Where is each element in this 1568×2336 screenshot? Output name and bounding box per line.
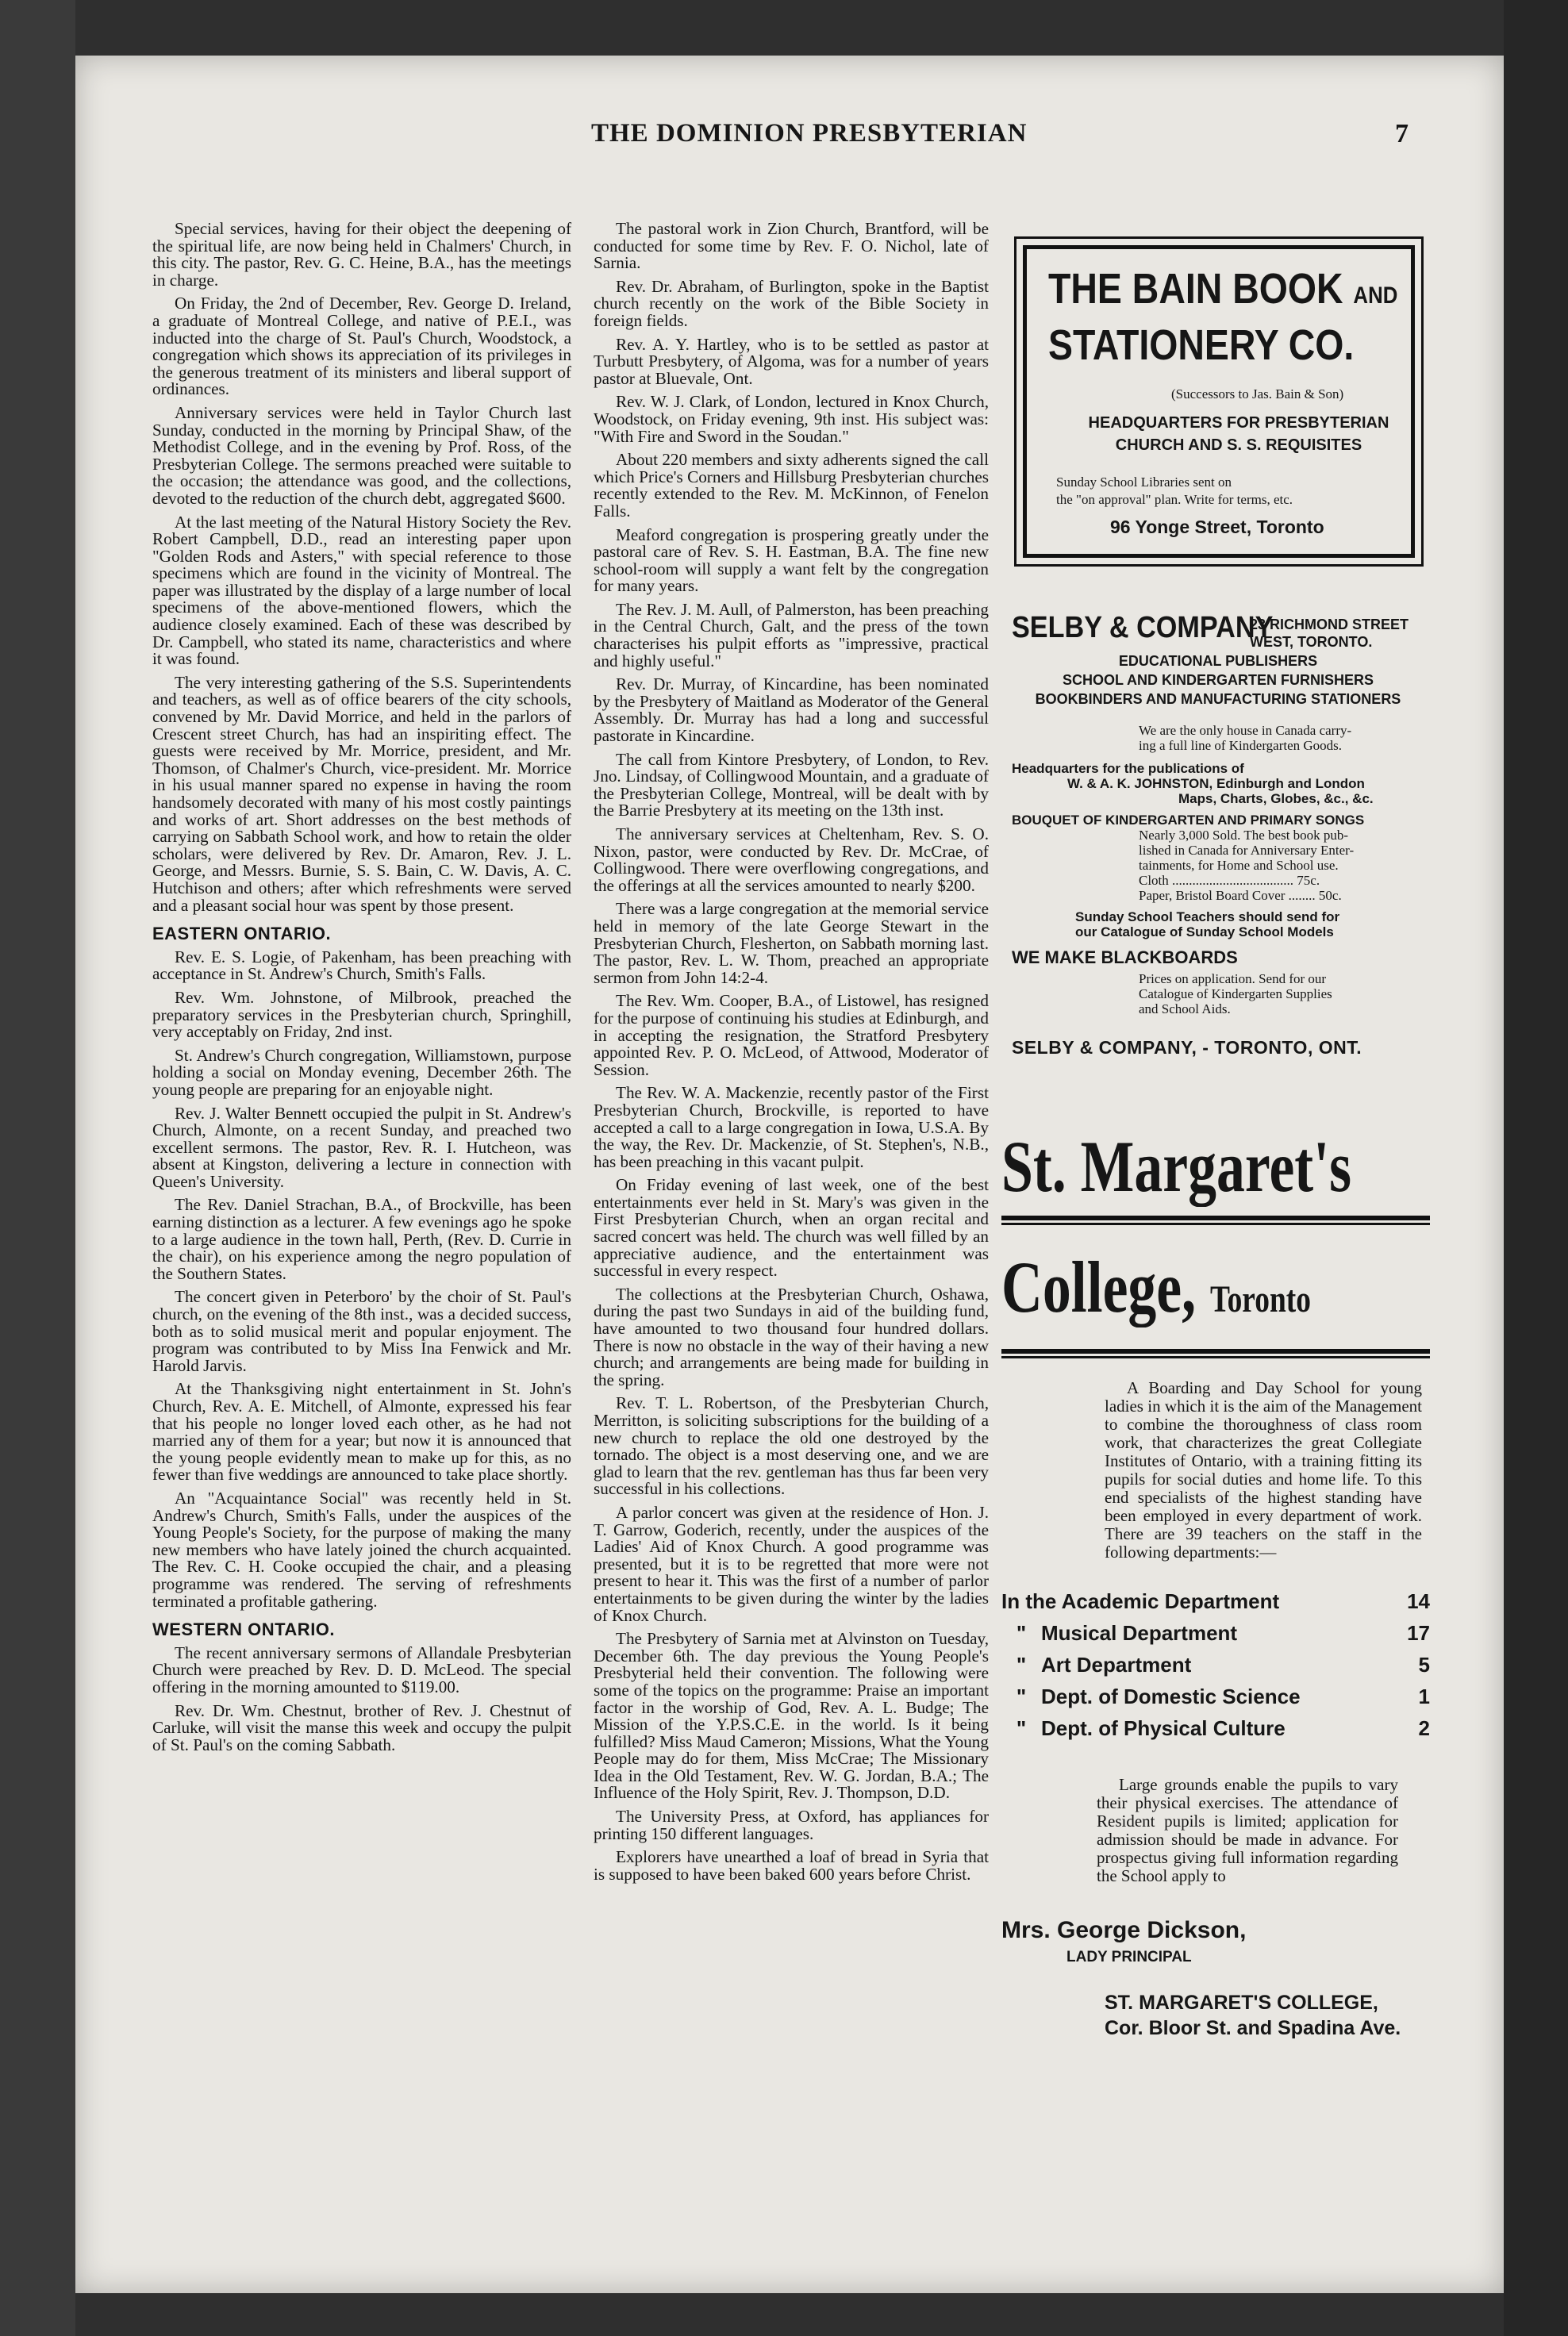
departments-list [1001,1585,1430,1744]
selby-addr-line: WEST, TORONTO. [1250,634,1373,650]
selby-text: and School Aids. [1139,1001,1231,1016]
paragraph: At the last meeting of the Natural History Society the Rev. Robert Campbell, D.D., read an interesting paper upon "Golden Rods and Asters," with special reference to those specimens which are found in the vicinity of Montreal. The paper was illustrated by the display of a large number of local specimens of the above-mentioned flowers, which the audience closely examined. Each of these was described by Dr. Campbell, who stated its name, characteristics and where it was found. [152,512,571,669]
selby-addr-line: 23 RICHMOND STREET [1250,617,1409,632]
paragraph: Rev. Wm. Johnstone, of Milbrook, preached the preparatory services in the Presbyterian church, Springhill, very acceptably on Friday, 2nd inst. [152,987,571,1042]
selby-services [1012,651,1424,709]
stm-grounds-text: Large grounds enable the pupils to vary their physical exercises. The attendance of Resident pupils is limited; application for admission should be made in advance. For prospectus giving full information regarding the School apply to [1097,1775,1398,1885]
department-row [1001,1681,1430,1712]
department-row [1001,1712,1430,1744]
paragraph: The collections at the Presbyterian Church, Oshawa, during the past two Sundays in aid of the building fund, have amounted to two thousand four hundred dollars. There is now no obstacle in the way of their having a new church; and arrangements are being made for building in the spring. [594,1284,989,1389]
paragraph: There was a large congregation at the memorial service held in memory of the late George Stewart in the Presbyterian Church, Flesherton, on Sabbath morning last. The pastor, Rev. L. W. Thom, preached an appropriate sermon from John 14:2-4. [594,899,989,987]
divider [1001,1356,1430,1358]
paragraph: The call from Kintore Presbytery, of London, to Rev. Jno. Lindsay, of Collingwood Mountain, and a graduate of the Presbyterian College, Montreal, will be dealt with by the Barrie Presbytery at its meeting on the 13th inst. [594,749,989,820]
divider [1001,1216,1430,1220]
selby-text: lished in Canada for Anniversary Enter- [1139,843,1355,858]
paragraph: On Friday evening of last week, one of the best entertainments ever held in St. Mary's was given in the First Presbyterian Church, when an organ recital and sacred concert was held. The church was well filled by an appreciative audience, and the entertainment was successful in every respect. [594,1175,989,1281]
paragraph: Rev. T. L. Robertson, of the Presbyterian Church, Merritton, is soliciting subscriptions for the building of a new church to replace the old one destroyed by the tornado. The object is a most deserving one, and we are glad to learn that the rev. gentleman has thus far been very successful in his collections. [594,1393,989,1499]
department-count: 14 [1407,1589,1430,1613]
selby-text: Catalogue of Kindergarten Supplies [1139,986,1332,1001]
paragraph: The Rev. J. M. Aull, of Palmerston, has been preaching in the Central Church, Galt, and the press of the town characterises his pulpit efforts as "impressive, practical and highly useful." [594,599,989,670]
paragraph: The Rev. Wm. Cooper, B.A., of Listowel, has resigned for the purpose of continuing his studies at Edinburgh, and in accepting the resignation, the Stratford Presbytery appointed Rev. P. O. McLeod, of Attwood, Moderator of Session. [594,991,989,1079]
selby-text: ing a full line of Kindergarten Goods. [1139,738,1343,753]
selby-text: Headquarters for the publications of [1012,761,1244,776]
stm-title: St. Margaret's [1001,1126,1352,1207]
ditto-mark: " [1016,1653,1027,1677]
paragraph: The anniversary services at Cheltenham, Rev. S. O. Nixon, pastor, were conducted by Rev. Dr. McCrae, of Collingwood. There were overflowing congregations, and the offerings at all the services amounted to nearly $200. [594,824,989,895]
principal-title: LADY PRINCIPAL [1066,1949,1192,1965]
selby-name: SELBY & COMPANY [1012,611,1274,644]
bain-title-and: AND [1353,282,1398,309]
scan-left-edge [0,0,75,2336]
department-row [1001,1649,1430,1681]
selby-text: Prices on application. Send for our [1139,971,1327,986]
paragraph: Special services, having for their object the deepening of the spiritual life, are now being held in Chalmers' Church, in this city. The pastor, Rev. G. C. Heine, B.A., has the meetings in charge. [152,219,571,290]
stm-description: A Boarding and Day School for young ladies in which it is the aim of the Management to combine the thoroughness of class room work, that characterizes the great Collegiate Institutes of Ontario, with a training fitting its pupils for social duties and home life. To this end specialists of the highest standing have been employed in every department of work. There are 39 teachers on the staff in the following departments:— [1105,1378,1422,1562]
selby-service-line: EDUCATIONAL PUBLISHERS [1118,653,1318,669]
bain-book-ad [1014,236,1424,567]
paragraph: The Rev. W. A. Mackenzie, recently pastor of the First Presbyterian Church, Brockville, is reported to have accepted a call to a large congregation in Iowa, U.S.A. By the way, the Rev. Dr. Mackenzie, of St. Stephen's, N.B., has been preaching in this vacant pulpit. [594,1083,989,1171]
paragraph: St. Andrew's Church congregation, Williamstown, purpose holding a social on Monday evening, December 26th. The young people are preparing for an enjoyable night. [152,1045,571,1099]
selby-price: Cloth .................................... 75c. [1139,873,1320,888]
department-row [1001,1617,1430,1649]
bain-successors: (Successors to Jas. Bain & Son) [1171,386,1344,402]
bain-lib-line: the "on approval" plan. Write for terms, etc. [1056,492,1293,507]
selby-prices [1012,971,1424,1016]
paragraph: The University Press, at Oxford, has appliances for printing 150 different languages. [594,1807,989,1843]
department-label: Art Department [1041,1653,1192,1677]
selby-text: Sunday School Teachers should send for [1075,909,1340,924]
paragraph: The Rev. Daniel Strachan, B.A., of Brockville, has been earning distinction as a lecturer. A few evenings ago he spoke to a large audience in the town hall, Perth, (Rev. D. Currie in the chair), on his experience among the negro population of the Southern States. [152,1195,571,1283]
college-address: Cor. Bloor St. and Spadina Ave. [1105,2017,1401,2039]
paragraph: A parlor concert was given at the residence of Hon. J. T. Garrow, Goderich, recently, under the auspices of the Ladies' Aid of Knox Church. A good programme was presented, but it is to be regretted that more were not present to hear it. This was the first of a number of parlor entertainments to be given during the winter by the ladies of Knox Church. [594,1502,989,1625]
selby-text: BOUQUET OF KINDERGARTEN AND PRIMARY SONGS [1012,813,1365,828]
department-count: 5 [1418,1653,1430,1677]
masthead: THE DOMINION PRESBYTERIAN [591,119,1028,148]
paragraph: Rev. J. Walter Bennett occupied the pulpit in St. Andrew's Church, Almonte, on a recent Sunday, and preached two excellent sermons. The pastor, Rev. R. I. Hutcheon, was absent at Kingston, delivering a lecture in connection with Queen's University. [152,1103,571,1191]
paragraph: The pastoral work in Zion Church, Brantford, will be conducted for some time by Rev. F. O. Nichol, late of Sarnia. [594,219,989,273]
paragraph: Rev. Dr. Murray, of Kincardine, has been nominated by the Presbytery of Maitland as Moderator of the General Assembly. Dr. Murray has had a long and successful pastorate in Kincardine. [594,674,989,746]
ditto-mark: " [1016,1621,1027,1645]
paragraph: At the Thanksgiving night entertainment in St. John's Church, Rev. A. E. Mitchell, of Almonte, expressed his fear that his people no longer loved each other, as he had not married any of them for a year; but now it is announced that the young people evidently mean to make up for this, as no fewer than five weddings are announced to take place shortly. [152,1379,571,1485]
ditto-mark: " [1016,1685,1027,1708]
selby-ad [1012,611,1424,1058]
stm-college-word: College, [1001,1247,1197,1327]
selby-text: W. & A. K. JOHNSTON, Edinburgh and London [1067,776,1365,791]
stm-title-college [1001,1247,1311,1339]
stm-toronto: Toronto [1210,1278,1311,1320]
ditto-mark: " [1016,1716,1027,1740]
paragraph: On Friday, the 2nd of December, Rev. George D. Ireland, a graduate of Montreal College, and native of P.E.I., was inducted into the charge of St. Paul's Church, Woodstock, a congregation which shows its appreciation of its privileges in the generous treatment of its ministers and liberal support of ordinances. [152,294,571,399]
section-heading-eastern: EASTERN ONTARIO. [152,924,332,944]
college-address-block [1105,1990,1430,2041]
selby-text: Maps, Charts, Globes, &c., &c. [1178,791,1374,806]
department-label: Dept. of Domestic Science [1041,1685,1301,1708]
paragraph: Explorers have unearthed a loaf of bread in Syria that is supposed to have been baked 600 years before Christ. [594,1847,989,1884]
paragraph: Meaford congregation is prospering greatly under the pastoral care of Rev. S. H. Eastman, B.A. The fine new school-room will supply a want felt by the congregation for many years. [594,524,989,596]
page-number: 7 [1395,119,1409,148]
paragraph: The very interesting gathering of the S.S. Superintendents and teachers, as well as of office bearers of the city schools, convened by Mr. David Morrice, and held in the parlors of Crescent street Church, has had an inspiriting effect. The guests were received by Mr. Morrice, president, and Mr. Thomson, of Chalmer's Church, vice-president. Mr. Morrice in his usual manner spared no expense in having the room handsomely decorated with many of his most costly paintings and works of art. Short addresses on the best methods of carrying on Sabbath School work, and how to retain the older scholars, were delivered by Rev. Dr. Amaron, Rev. J. L. George, and Messrs. Burnie, S. S. Bain, C. W. Davis, A. C. Hutchison and others; after which refreshments were served and a pleasant social hour was spent by those present. [152,672,571,915]
selby-text: We are the only house in Canada carry- [1139,723,1352,738]
selby-price: Paper, Bristol Board Cover ........ 50c. [1139,888,1342,903]
department-count: 1 [1418,1685,1430,1708]
scan-right-edge [1504,0,1568,2336]
selby-service-line: BOOKBINDERS AND MANUFACTURING STATIONERS [1035,691,1401,707]
section-heading-western: WESTERN ONTARIO. [152,1619,336,1640]
paragraph: The recent anniversary sermons of Allandale Presbyterian Church were preached by Rev. D. D. McLeod. The special offering in the morning amounted to $119.00. [152,1642,571,1696]
bain-headquarters [1072,412,1405,456]
paragraph: Rev. Dr. Wm. Chestnut, brother of Rev. J. Chestnut of Carluke, will visit the manse this week and occupy the pulpit of St. Paul's on the coming Sabbath. [152,1700,571,1754]
department-label: Musical Department [1041,1621,1238,1645]
bain-hq-line: CHURCH AND S. S. REQUISITES [1115,436,1362,454]
paragraph: The Presbytery of Sarnia met at Alvinston on Tuesday, December 6th. The day previous the Young People's Presbyterial held their convention. The following were some of the topics on the programme: Praise an important factor in the worship of God, Rev. A. L. Budge; The Mission of the Y.P.S.C.E. in the world. Is it being fulfilled? Miss Maud Cameron; Missions, What the Young People may do for them, Miss McCrae; The Missionary Idea in the Old Testament, Rev. W. G. Jordan, B.A.; The Influence of the Holy Spirit, Rev. J. Thompson, D.D. [594,1629,989,1803]
selby-body [1012,723,1424,939]
bain-hq-line: HEADQUARTERS FOR PRESBYTERIAN [1088,414,1389,432]
divider [1001,1349,1430,1354]
selby-footer: SELBY & COMPANY, - TORONTO, ONT. [1012,1037,1362,1058]
column-1 [152,221,571,1760]
st-margarets-ad [1001,1127,1430,2041]
selby-blackboards: WE MAKE BLACKBOARDS [1012,947,1238,967]
department-label: Dept. of Physical Culture [1041,1716,1286,1740]
paragraph: Rev. W. J. Clark, of London, lectured in Knox Church, Woodstock, on Friday evening, 9th inst. His subject was: "With Fire and Sword in the Soudan." [594,392,989,446]
bain-title-line2: STATIONERY CO. [1048,321,1355,369]
paragraph: About 220 members and sixty adherents signed the call which Price's Corners and Hillsburg Presbyterian churches recently extended to the Rev. M. McKinnon, of Fenelon Falls. [594,450,989,521]
department-count: 2 [1418,1716,1430,1740]
college-name: ST. MARGARET'S COLLEGE, [1105,1992,1378,2014]
selby-text: tainments, for Home and School use. [1139,858,1339,873]
bain-address: 96 Yonge Street, Toronto [1110,517,1324,537]
selby-text: our Catalogue of Sunday School Models [1075,924,1334,939]
selby-text: Nearly 3,000 Sold. The best book pub- [1139,828,1349,843]
bain-libraries [1056,474,1293,509]
paragraph: Anniversary services were held in Taylor Church last Sunday, conducted in the morning by Principal Shaw, of the Methodist College, and in the evening by Prof. Ross, of the Presbyterian College. The sermons preached were suitable to the occasion; the attendance was good, and the collections, devoted to the reduction of the church debt, aggregated $600. [152,402,571,508]
selby-service-line: SCHOOL AND KINDERGARTEN FURNISHERS [1062,672,1374,688]
bain-ad-title [1048,264,1397,370]
paragraph: Rev. Dr. Abraham, of Burlington, spoke in the Baptist church recently on the work of the Bible Society in foreign fields. [594,276,989,330]
selby-address [1250,616,1409,651]
paragraph: An "Acquaintance Social" was recently held in St. Andrew's Church, Smith's Falls, under the auspices of the Young People's Society, for the purpose of making the many new members who have lately joined the church acquainted. The Rev. C. H. Cooke occupied the chair, and a pleasing programme was rendered. The serving of refreshments terminated a profitable gathering. [152,1488,571,1611]
principal-name: Mrs. George Dickson, [1001,1917,1247,1943]
column-2 [594,221,989,1889]
paragraph: Rev. A. Y. Hartley, who is to be settled as pastor at Turbutt Presbytery, of Algoma, was for a number of years pastor at Bluevale, Ont. [594,334,989,388]
paragraph: The concert given in Peterboro' by the choir of St. Paul's church, on the evening of the 8th inst., was a decided success, both as to solid musical merit and popular enjoyment. The program was contributed to by Miss Ina Fenwick and Mr. Harold Jarvis. [152,1287,571,1375]
department-count: 17 [1407,1621,1430,1645]
department-label: In the Academic Department [1001,1589,1280,1613]
bain-lib-line: Sunday School Libraries sent on [1056,474,1232,490]
department-row [1001,1585,1430,1617]
paragraph: Rev. E. S. Logie, of Pakenham, has been preaching with acceptance in St. Andrew's Church, Smith's Falls. [152,947,571,984]
bain-title-line1: THE BAIN BOOK [1048,265,1343,313]
